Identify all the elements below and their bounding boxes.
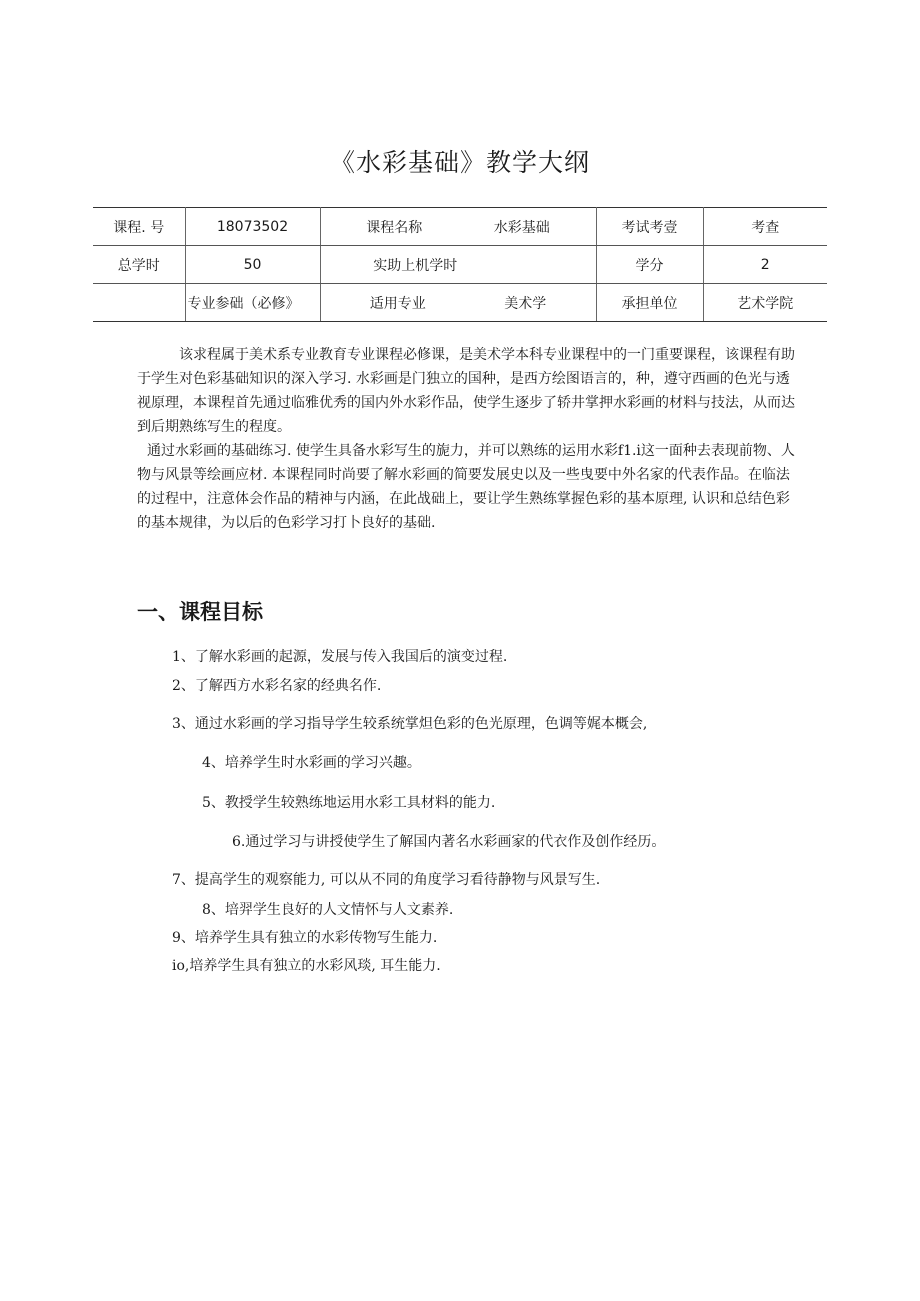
lab-hours-label: 实助上机学时: [373, 257, 458, 274]
course-name-cell: [320, 208, 596, 246]
course-number-label: 课程. 号: [93, 208, 185, 246]
list-item: 6.通过学习与讲授使学生了解国内著名水彩画家的代衣作及创作经历。: [232, 834, 666, 850]
intro-paragraph-1: 该求程属于美术系专业教育专业课程必修课，是美术学本科专业课程中的一门重要课程，该课程有助于学生对色彩基础知识的深入学习. 水彩画是门独立的国种，是西方绘图语言的，种，遵守西画的色光与透视原理，本课程首先通过临雅优秀的国内外水彩作品，使学生逐步了轿井掌押水彩画的材料与技法，从而达到后期熟练写生的程度。: [137, 347, 795, 435]
table-row: [93, 284, 827, 322]
exam-type-value: 考查: [703, 208, 827, 246]
major-cell: [320, 284, 596, 322]
intro-paragraph-2: 通过水彩画的基础练习. 使学生具备水彩写生的旎力，并可以熟练的运用水彩f1.i这一面种去表现前物、人物与风景等绘画应材. 本课程同时尚要了解水彩画的简要发展史以及一些曳要中外名家的代表作品。在临法的过程中，注意体会作品的精神与内涵，在此战础上，要让学生熟练掌握色彩的基本原理, 认识和总结色彩的基本规律，为以后的色彩学习打卜良好的基础.: [137, 443, 795, 531]
empty-cell: [93, 284, 185, 322]
total-hours-label: 总学时: [93, 246, 185, 284]
department-value: 艺术学院: [703, 284, 827, 322]
table-row: [93, 246, 827, 284]
department-label: 承担单位: [596, 284, 703, 322]
course-name-value: 水彩基础: [493, 219, 550, 236]
major-value: 美术学: [504, 295, 547, 312]
section-heading: 一、课程目标: [137, 600, 263, 624]
lab-hours-cell: [320, 246, 596, 284]
list-item: 4、培养学生时水彩画的学习兴趣。: [202, 755, 421, 771]
list-item: 8、培羿学生良好的人文情怀与人文素养.: [202, 902, 454, 918]
list-item: 2、了解西方水彩名家的经典名作.: [172, 678, 382, 694]
credits-value: 2: [703, 246, 827, 284]
course-number-value: 18073502: [185, 208, 320, 246]
table-row: [93, 208, 827, 246]
list-item: 5、教授学生较熟练地运用水彩工具材料的能力.: [202, 795, 496, 811]
course-intro: [137, 343, 797, 535]
list-item: 9、培养学生具有独立的水彩传物写生能力.: [172, 930, 438, 946]
list-item: 7、提高学生的观察能力, 可以从不同的角度学习看待静物与风景写生.: [172, 872, 601, 888]
list-item: 1、了解水彩画的起源，发展与传入我国后的演变过程.: [172, 649, 508, 665]
page-title: 《水彩基础》教学大纲: [329, 148, 590, 177]
course-type-value: 专业参础（必修》: [185, 284, 320, 322]
major-label: 适用专业: [369, 295, 426, 312]
exam-type-label: 考试考壹: [596, 208, 703, 246]
course-info-table: [93, 207, 827, 322]
credits-label: 学分: [596, 246, 703, 284]
list-item: io,培养学生具有独立的水彩风琰, 耳生能力.: [172, 958, 441, 974]
total-hours-value: 50: [185, 246, 320, 284]
list-item: 3、通过水彩画的学习指导学生较系统掌炟色彩的色光原理，色调等娓本概会,: [172, 716, 648, 732]
course-name-label: 课程名称: [366, 219, 423, 236]
